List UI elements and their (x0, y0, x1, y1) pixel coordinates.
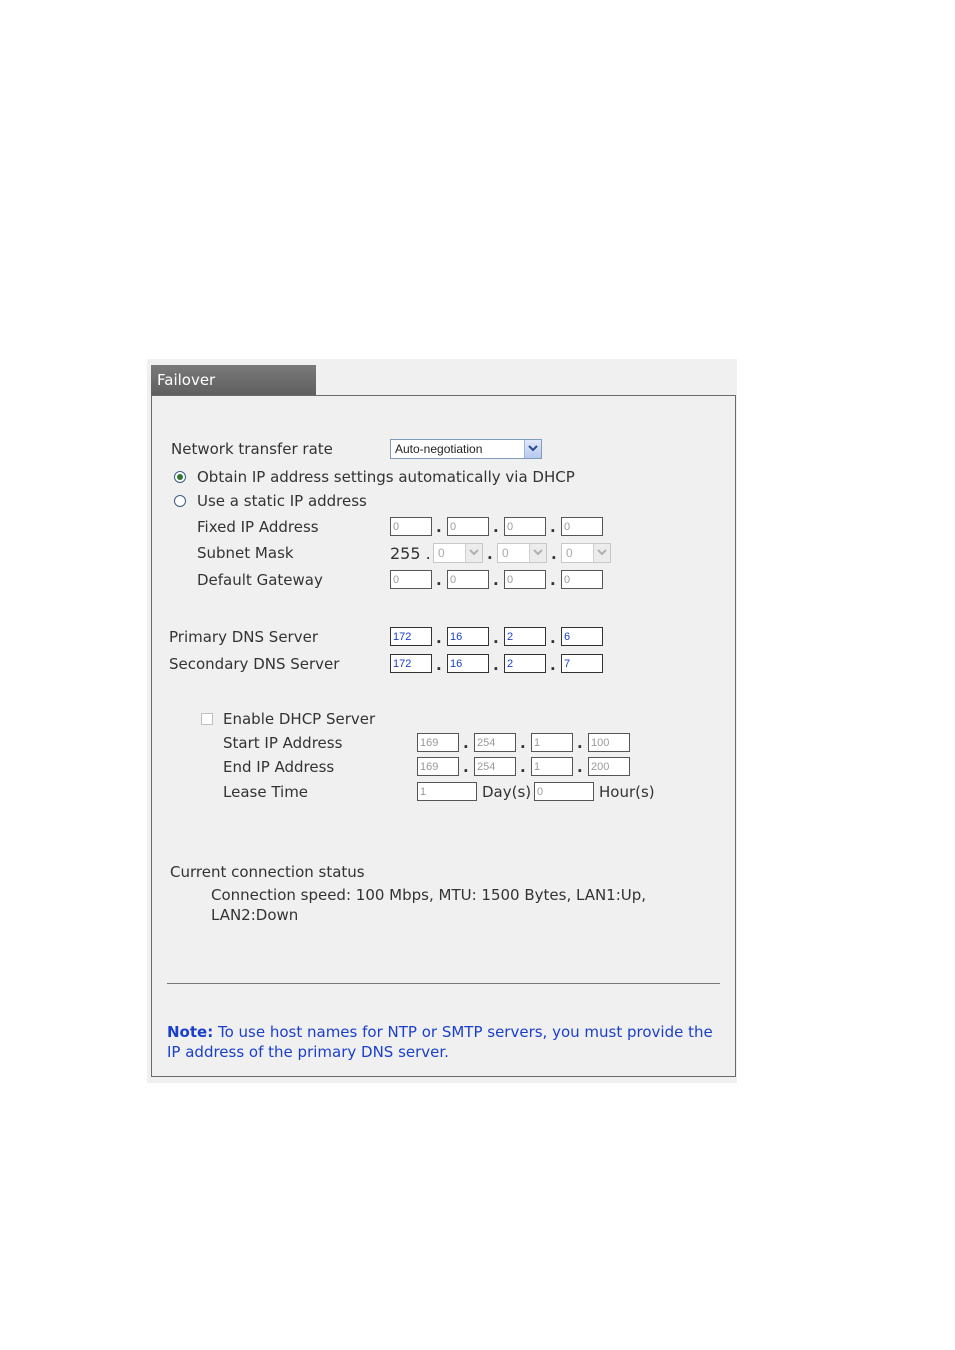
fixed-ip-octet-1[interactable] (390, 517, 432, 536)
octet-separator: . (493, 656, 499, 674)
end-ip-octet-3[interactable] (531, 757, 573, 776)
end-ip-octet-1[interactable] (417, 757, 459, 776)
static-ip-radio[interactable] (174, 495, 186, 507)
start-ip-octet-1[interactable] (417, 733, 459, 752)
octet-separator: . (463, 734, 469, 752)
failover-panel (151, 395, 736, 1077)
network-rate-label: Network transfer rate (171, 440, 333, 458)
start-ip-octet-4[interactable] (588, 733, 630, 752)
end-ip-octet-4[interactable] (588, 757, 630, 776)
connection-status-line-2: LAN2:Down (211, 906, 299, 924)
octet-separator: . (436, 656, 442, 674)
divider (167, 983, 720, 984)
subnet-mask-label: Subnet Mask (197, 544, 294, 562)
lease-hours-input[interactable] (534, 782, 594, 801)
fixed-ip-octet-3[interactable] (504, 517, 546, 536)
chevron-down-icon (593, 544, 610, 562)
subnet-mask-first-octet: 255 . (390, 544, 431, 563)
primary-dns-octet-1[interactable] (390, 627, 432, 646)
gateway-octet-4[interactable] (561, 570, 603, 589)
octet-separator: . (577, 734, 583, 752)
octet-separator: . (520, 734, 526, 752)
octet-separator: . (493, 629, 499, 647)
tab-failover[interactable] (151, 365, 316, 395)
octet-separator: . (436, 629, 442, 647)
octet-separator: . (550, 656, 556, 674)
octet-separator: . (550, 629, 556, 647)
default-gateway-label: Default Gateway (197, 571, 323, 589)
secondary-dns-octet-1[interactable] (390, 654, 432, 673)
octet-separator: . (436, 571, 442, 589)
subnet-octet-4-select[interactable] (561, 543, 611, 563)
primary-dns-octet-4[interactable] (561, 627, 603, 646)
gateway-octet-1[interactable] (390, 570, 432, 589)
lease-time-label: Lease Time (223, 783, 309, 801)
secondary-dns-octet-2[interactable] (447, 654, 489, 673)
chevron-down-icon (465, 544, 482, 562)
chevron-down-icon (529, 544, 546, 562)
octet-separator: . (493, 571, 499, 589)
end-ip-label: End IP Address (223, 758, 335, 776)
octet-separator: . (550, 518, 556, 536)
fixed-ip-octet-2[interactable] (447, 517, 489, 536)
network-rate-value: Auto-negotiation (395, 442, 483, 456)
lease-hours-unit: Hour(s) (599, 783, 655, 801)
lease-days-unit: Day(s) (482, 783, 532, 801)
failover-frame (147, 359, 737, 1083)
subnet-octet-2-select[interactable] (433, 543, 483, 563)
octet-separator: . (463, 758, 469, 776)
fixed-ip-octet-4[interactable] (561, 517, 603, 536)
primary-dns-label: Primary DNS Server (169, 628, 318, 646)
fixed-ip-label: Fixed IP Address (197, 518, 319, 536)
gateway-octet-3[interactable] (504, 570, 546, 589)
network-rate-select[interactable] (390, 439, 542, 459)
octet-separator: . (551, 545, 557, 563)
tab-failover-label: Failover (157, 371, 216, 389)
start-ip-octet-3[interactable] (531, 733, 573, 752)
octet-separator: . (577, 758, 583, 776)
subnet-octet-4-value: 0 (566, 546, 573, 560)
secondary-dns-octet-3[interactable] (504, 654, 546, 673)
start-ip-octet-2[interactable] (474, 733, 516, 752)
dns-note (167, 1022, 727, 1062)
octet-separator: . (550, 571, 556, 589)
octet-separator: . (487, 545, 493, 563)
lease-days-input[interactable] (417, 782, 477, 801)
secondary-dns-label: Secondary DNS Server (169, 655, 340, 673)
connection-status-line-1: Connection speed: 100 Mbps, MTU: 1500 Bytes, LAN1:Up, (211, 886, 647, 904)
static-ip-radio-label: Use a static IP address (197, 492, 367, 510)
primary-dns-octet-3[interactable] (504, 627, 546, 646)
chevron-down-icon (524, 440, 541, 458)
octet-separator: . (493, 518, 499, 536)
subnet-octet-3-select[interactable] (497, 543, 547, 563)
enable-dhcp-server-checkbox[interactable] (201, 713, 213, 725)
dhcp-radio-label: Obtain IP address settings automatically via DHCP (197, 468, 575, 486)
subnet-octet-3-value: 0 (502, 546, 509, 560)
octet-separator: . (436, 518, 442, 536)
connection-status-heading: Current connection status (170, 863, 365, 881)
dhcp-radio[interactable] (174, 471, 186, 483)
subnet-octet-2-value: 0 (438, 546, 445, 560)
end-ip-octet-2[interactable] (474, 757, 516, 776)
octet-separator: . (520, 758, 526, 776)
note-text: To use host names for NTP or SMTP servers, you must provide the IP address of the primary DNS server. (167, 1023, 713, 1061)
start-ip-label: Start IP Address (223, 734, 343, 752)
enable-dhcp-server-label: Enable DHCP Server (223, 710, 376, 728)
primary-dns-octet-2[interactable] (447, 627, 489, 646)
secondary-dns-octet-4[interactable] (561, 654, 603, 673)
gateway-octet-2[interactable] (447, 570, 489, 589)
note-prefix: Note: (167, 1023, 214, 1041)
